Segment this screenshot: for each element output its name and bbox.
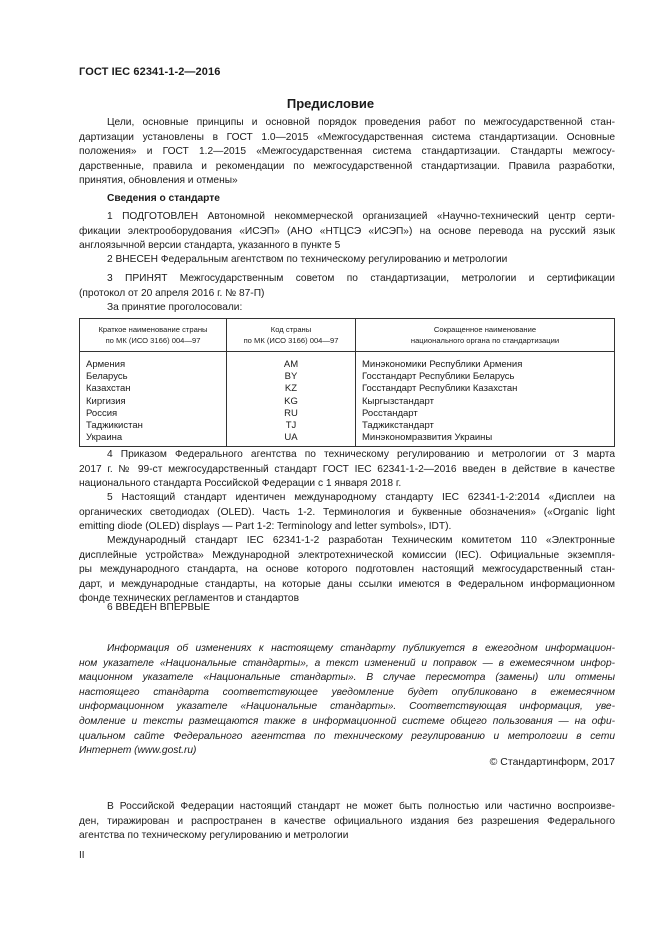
country-code: TJ bbox=[227, 420, 356, 432]
item-2-paragraph: 2 ВНЕСЕН Федеральным агентством по техническому регулированию и метрологии bbox=[107, 254, 508, 265]
item-5-continuation-paragraph bbox=[79, 534, 615, 607]
text-line: положения» и ГОСТ 1.2—2015 «Межгосударственная система стандартизации. Стандарты межгосу- bbox=[79, 146, 615, 158]
text-line: В Российской Федерации настоящий стандарт не может быть полностью или частично воспроизве- bbox=[107, 801, 615, 812]
text-line: 2017 г. № 99-ст межгосударственный стандарт ГОСТ IEC 62341-1-2—2016 введен в действие в качестве bbox=[79, 463, 615, 475]
standards-body: Госстандарт Республики Казахстан bbox=[356, 383, 615, 395]
amendments-info-paragraph bbox=[79, 642, 615, 759]
item-1-paragraph bbox=[79, 210, 615, 254]
text-line: фонде технических регламентов и стандартов bbox=[79, 593, 299, 605]
text-line: настоящего стандарта соответствующее уведомление будет опубликовано в ежемесячном bbox=[79, 686, 615, 698]
text-line: агентства по техническому регулированию и метрологии bbox=[79, 830, 349, 842]
country-name: Россия bbox=[80, 408, 227, 420]
table-header-cell: Сокращенное наименование национального органа по стандартизации bbox=[356, 319, 615, 352]
standard-info-heading: Сведения о стандарте bbox=[107, 193, 220, 204]
standards-body: Таджикстандарт bbox=[356, 420, 615, 432]
country-code: UA bbox=[227, 432, 356, 447]
text-line: Международный стандарт IEC 62341-1-2 разработан Техническим комитетом 110 «Электронные bbox=[107, 535, 615, 546]
text-line: ры международного стандарта, на основе которого подготовлен настоящий межгосударственный стан- bbox=[79, 564, 615, 576]
table-header-cell: Код страны по МК (ИСО 3166) 004—97 bbox=[227, 319, 356, 352]
voting-table bbox=[79, 318, 615, 447]
table-row bbox=[80, 408, 615, 420]
text-line: ден, тиражирован и распространен в качестве официального издания без разрешения Федерального bbox=[79, 815, 615, 827]
country-code: BY bbox=[227, 371, 356, 383]
standards-body: Минэкономразвития Украины bbox=[356, 432, 615, 447]
table-row bbox=[80, 432, 615, 447]
text-line: дарственные, правила и рекомендации по межгосударственной стандартизации. Правила разработки, bbox=[79, 160, 615, 172]
text-line: циальном сайте Федерального агентства по техническому регулированию и метрологии в сети bbox=[79, 730, 615, 742]
country-code: AM bbox=[227, 352, 356, 372]
text-line: Информация об изменениях к настоящему стандарту публикуется в ежегодном информацион- bbox=[107, 643, 615, 654]
text-line: 5 Настоящий стандарт идентичен международному стандарту IEC 62341-1-2:2014 «Дисплеи на bbox=[107, 492, 615, 503]
text-line: англоязычной версии стандарта, указанного в пункте 5 bbox=[79, 240, 341, 252]
country-name: Киргизия bbox=[80, 396, 227, 408]
standards-body: Минэкономики Республики Армения bbox=[356, 352, 615, 372]
standards-body: Кыргызстандарт bbox=[356, 396, 615, 408]
country-code: KG bbox=[227, 396, 356, 408]
page-title: Предисловие bbox=[286, 96, 375, 111]
text-line: дарт, и международные стандарты, на которые даны ссылки имеются в Федеральном информационном bbox=[79, 578, 615, 590]
item-3-paragraph bbox=[79, 272, 615, 301]
text-line: (протокол от 20 апреля 2016 г. № 87-П) bbox=[79, 287, 265, 299]
text-line: 3 ПРИНЯТ Межгосударственным советом по стандартизации, метрологии и сертификации bbox=[107, 273, 615, 284]
text-line: органических светодиодах (OLED). Часть 1-2. Терминология и буквенные обозначения» («Organic light bbox=[79, 506, 615, 518]
item-6-paragraph: 6 ВВЕДЕН ВПЕРВЫЕ bbox=[107, 602, 211, 613]
document-number: ГОСТ IEC 62341-1-2—2016 bbox=[79, 66, 221, 78]
text-line: домление и тексты размещаются также в информационной системе общего пользования — на офи- bbox=[79, 715, 615, 727]
text-line: информационном указателе «Национальные стандарты». Соответствующая информация, уве- bbox=[79, 701, 615, 713]
text-line: дисплейные устройства» Международной электротехнической комиссии (IEC). Официальные экземпля- bbox=[79, 549, 615, 561]
text-line: национального стандарта Российской Федерации с 1 января 2018 г. bbox=[79, 478, 402, 490]
text-line: emitting diode (OLED) displays — Part 1-2: Terminology and letter symbols», IDT). bbox=[79, 521, 452, 533]
table-header-row bbox=[80, 319, 615, 352]
table-header-cell: Краткое наименование страны по МК (ИСО 3166) 004—97 bbox=[80, 319, 227, 352]
preface-paragraph bbox=[79, 116, 615, 189]
table-row bbox=[80, 420, 615, 432]
standards-body: Росстандарт bbox=[356, 408, 615, 420]
text-line: фикации электрооборудования «ИСЭП» (АНО «НТЦСЭ «ИСЭП») на основе перевода на русский язык bbox=[79, 225, 615, 237]
text-line: дартизации установлены в ГОСТ 1.0—2015 «Межгосударственная система стандартизации. Основные bbox=[79, 131, 615, 143]
country-name: Таджикистан bbox=[80, 420, 227, 432]
voted-label: За принятие проголосовали: bbox=[107, 302, 243, 313]
copyright-notice: © Стандартинформ, 2017 bbox=[489, 756, 615, 768]
text-line: 1 ПОДГОТОВЛЕН Автономной некоммерческой организацией «Научно-технический центр серти- bbox=[107, 211, 615, 222]
country-name: Беларусь bbox=[80, 371, 227, 383]
table-row bbox=[80, 352, 615, 372]
reproduction-restriction-paragraph bbox=[79, 800, 615, 844]
table-row bbox=[80, 383, 615, 395]
item-5-paragraph bbox=[79, 491, 615, 535]
country-name: Украина bbox=[80, 432, 227, 447]
country-code: RU bbox=[227, 408, 356, 420]
text-line: ном указателе «Национальные стандарты», а текст изменений и поправок — в ежемесячном инфор- bbox=[79, 657, 615, 669]
table-row bbox=[80, 371, 615, 383]
text-line: Интернет (www.gost.ru) bbox=[79, 745, 197, 757]
country-name: Армения bbox=[80, 352, 227, 372]
standards-body: Госстандарт Республики Беларусь bbox=[356, 371, 615, 383]
country-code: KZ bbox=[227, 383, 356, 395]
table-row bbox=[80, 396, 615, 408]
item-4-paragraph bbox=[79, 448, 615, 492]
text-line: мационном указателе «Национальные стандарты». В случае пересмотра (замены) или отмены bbox=[79, 672, 615, 684]
country-name: Казахстан bbox=[80, 383, 227, 395]
text-line: Цели, основные принципы и основной порядок проведения работ по межгосударственной стан- bbox=[107, 117, 615, 128]
text-line: принятия, обновления и отмены» bbox=[79, 175, 238, 187]
text-line: 4 Приказом Федерального агентства по техническому регулированию и метрологии от 3 марта bbox=[107, 449, 615, 460]
page-number: II bbox=[79, 850, 85, 861]
